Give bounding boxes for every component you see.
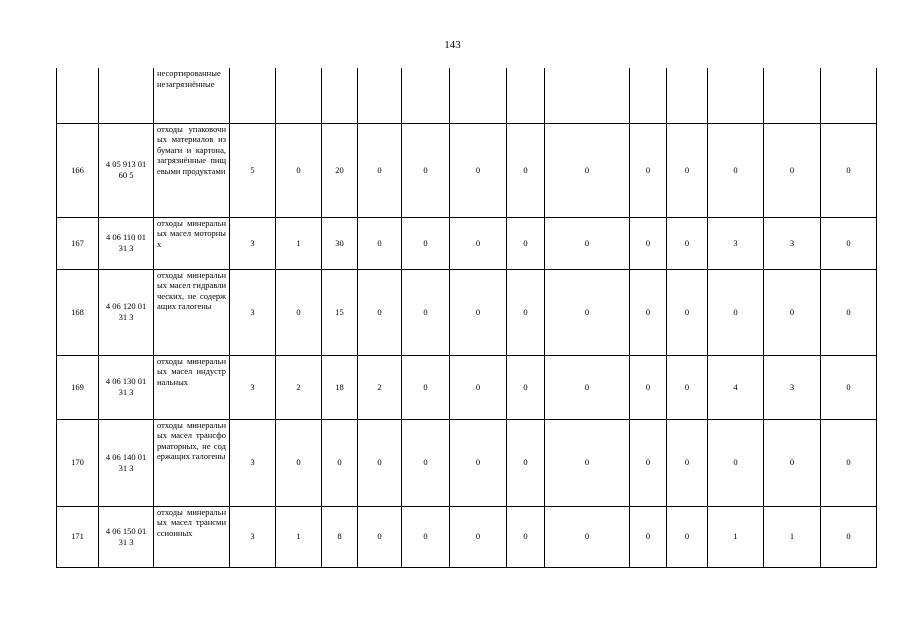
table-body	[57, 68, 877, 567]
value-cell: 0	[402, 123, 450, 217]
row-number-cell	[57, 68, 99, 123]
value-cell: 3	[230, 355, 276, 419]
value-cell: 0	[358, 269, 402, 355]
value-cell: 0	[322, 419, 358, 506]
value-cell: 4	[708, 355, 764, 419]
value-cell: 18	[322, 355, 358, 419]
value-cell	[821, 68, 877, 123]
value-cell: 0	[821, 269, 877, 355]
value-cell	[450, 68, 507, 123]
value-cell: 0	[358, 217, 402, 269]
value-cell	[507, 68, 545, 123]
value-cell: 0	[545, 355, 630, 419]
value-cell: 0	[667, 355, 708, 419]
row-number-cell: 171	[57, 506, 99, 567]
value-cell	[764, 68, 821, 123]
value-cell: 0	[358, 123, 402, 217]
value-cell: 0	[667, 419, 708, 506]
value-cell: 0	[450, 269, 507, 355]
value-cell: 3	[230, 419, 276, 506]
value-cell: 0	[764, 269, 821, 355]
value-cell: 2	[358, 355, 402, 419]
value-cell: 0	[402, 355, 450, 419]
value-cell: 0	[821, 123, 877, 217]
value-cell: 0	[507, 123, 545, 217]
row-number-cell: 168	[57, 269, 99, 355]
value-cell: 3	[708, 217, 764, 269]
value-cell: 3	[764, 355, 821, 419]
table-row	[57, 217, 877, 269]
waste-code-cell	[99, 68, 154, 123]
value-cell: 5	[230, 123, 276, 217]
table-row	[57, 123, 877, 217]
waste-code-cell: 4 06 150 01 31 3	[99, 506, 154, 567]
row-number-cell: 170	[57, 419, 99, 506]
waste-code-cell: 4 06 130 01 31 3	[99, 355, 154, 419]
value-cell: 0	[708, 269, 764, 355]
value-cell: 15	[322, 269, 358, 355]
value-cell: 0	[507, 506, 545, 567]
value-cell: 0	[708, 419, 764, 506]
value-cell: 0	[630, 217, 667, 269]
value-cell: 0	[667, 123, 708, 217]
waste-code-cell: 4 05 913 01 60 5	[99, 123, 154, 217]
value-cell: 0	[630, 419, 667, 506]
value-cell: 0	[764, 123, 821, 217]
value-cell: 0	[667, 217, 708, 269]
row-number-cell: 166	[57, 123, 99, 217]
waste-code-cell: 4 06 120 01 31 3	[99, 269, 154, 355]
row-number-cell: 167	[57, 217, 99, 269]
value-cell: 8	[322, 506, 358, 567]
row-number-cell: 169	[57, 355, 99, 419]
value-cell: 3	[230, 506, 276, 567]
waste-code-cell: 4 06 110 01 31 3	[99, 217, 154, 269]
value-cell: 0	[764, 419, 821, 506]
value-cell: 0	[450, 506, 507, 567]
waste-name-cell: отходы минеральных масел индустриальных	[154, 355, 230, 419]
value-cell: 0	[545, 269, 630, 355]
value-cell: 0	[358, 419, 402, 506]
table-row	[57, 419, 877, 506]
value-cell: 0	[667, 506, 708, 567]
value-cell: 0	[507, 269, 545, 355]
value-cell: 3	[230, 269, 276, 355]
value-cell: 0	[402, 217, 450, 269]
value-cell: 0	[450, 419, 507, 506]
waste-code-cell: 4 06 140 01 31 3	[99, 419, 154, 506]
table-row	[57, 269, 877, 355]
value-cell	[322, 68, 358, 123]
waste-name-cell: отходы минеральных масел гидравлических, не содержащих галогены	[154, 269, 230, 355]
value-cell: 1	[276, 506, 322, 567]
value-cell: 0	[630, 506, 667, 567]
value-cell: 0	[402, 419, 450, 506]
value-cell: 0	[276, 269, 322, 355]
value-cell	[402, 68, 450, 123]
value-cell: 0	[450, 355, 507, 419]
value-cell: 20	[322, 123, 358, 217]
value-cell: 0	[821, 506, 877, 567]
value-cell: 0	[450, 123, 507, 217]
value-cell	[708, 68, 764, 123]
value-cell: 0	[507, 217, 545, 269]
value-cell: 30	[322, 217, 358, 269]
value-cell: 0	[507, 419, 545, 506]
value-cell: 1	[708, 506, 764, 567]
value-cell: 0	[630, 269, 667, 355]
value-cell: 0	[821, 355, 877, 419]
value-cell: 1	[764, 506, 821, 567]
value-cell: 0	[358, 506, 402, 567]
table-row	[57, 506, 877, 567]
value-cell: 0	[630, 123, 667, 217]
value-cell	[358, 68, 402, 123]
value-cell	[667, 68, 708, 123]
value-cell: 0	[821, 419, 877, 506]
value-cell: 0	[545, 217, 630, 269]
value-cell: 3	[230, 217, 276, 269]
value-cell: 1	[276, 217, 322, 269]
waste-name-cell: отходы минеральных масел трансмиссионных	[154, 506, 230, 567]
value-cell: 2	[276, 355, 322, 419]
value-cell: 0	[507, 355, 545, 419]
waste-name-cell: отходы минеральных масел моторных	[154, 217, 230, 269]
value-cell	[230, 68, 276, 123]
value-cell: 0	[276, 419, 322, 506]
value-cell: 0	[545, 419, 630, 506]
value-cell: 0	[402, 506, 450, 567]
value-cell	[276, 68, 322, 123]
table-row	[57, 68, 877, 123]
waste-name-cell: несортированные незагрязнённые	[154, 68, 230, 123]
value-cell: 3	[764, 217, 821, 269]
value-cell: 0	[450, 217, 507, 269]
table-row	[57, 355, 877, 419]
value-cell: 0	[402, 269, 450, 355]
value-cell: 0	[821, 217, 877, 269]
value-cell: 0	[545, 506, 630, 567]
page-number: 143	[444, 39, 461, 51]
waste-table	[56, 68, 877, 568]
value-cell: 0	[630, 355, 667, 419]
waste-name-cell: отходы упаковочных материалов из бумаги и картона, загрязнённые пищевыми продуктами	[154, 123, 230, 217]
value-cell	[545, 68, 630, 123]
value-cell: 0	[276, 123, 322, 217]
value-cell: 0	[545, 123, 630, 217]
waste-name-cell: отходы минеральных масел трансформаторных, не содержащих галогены	[154, 419, 230, 506]
value-cell: 0	[708, 123, 764, 217]
value-cell: 0	[667, 269, 708, 355]
value-cell	[630, 68, 667, 123]
